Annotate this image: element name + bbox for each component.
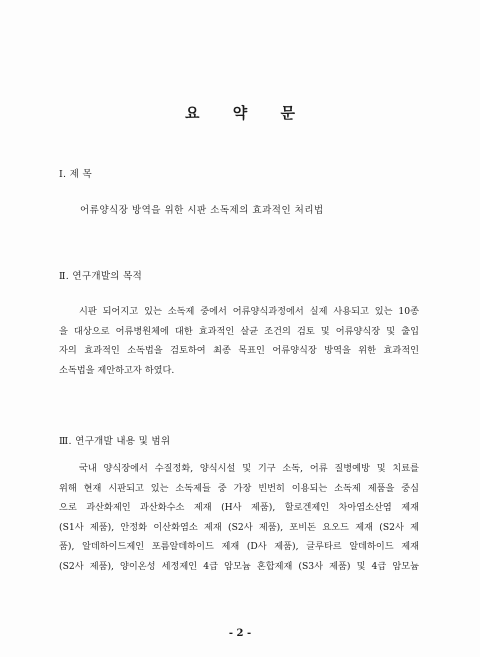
paragraph-line: 시판 되어지고 있는 소독제 중에서 어류양식과정에서 실제 사용되고 있는 10종 xyxy=(79,306,419,317)
paragraph-line: 소독법을 제안하고자 하였다. xyxy=(59,364,175,376)
paragraph-line: (S1사 제품), 안정화 이산화염소 제재 (S2사 제품), 포비돈 요오드 제재 (S2사 제 xyxy=(59,521,419,533)
paragraph-line: 으로 과산화제인 과산화수소 제재 (H사 제품), 할로겐제인 차아염소산염 제재 xyxy=(59,502,419,514)
scope-paragraph xyxy=(59,459,419,577)
research-title-text: 어류양식장 방역을 위한 시판 소독제의 효과적인 처리법 xyxy=(80,205,324,216)
section-heading-purpose: Ⅱ. 연구개발의 목적 xyxy=(59,271,143,282)
section-heading-title: Ⅰ. 제 목 xyxy=(59,169,92,180)
page-title: 요 약 문 xyxy=(185,104,309,122)
purpose-paragraph xyxy=(59,302,419,380)
paragraph-line: 위해 현재 시판되고 있는 소독제들 중 가장 빈번히 이용되는 소독제 제품을 중심 xyxy=(59,482,419,494)
paragraph-line: 을 대상으로 어류병원체에 대한 효과적인 살균 조건의 검토 및 어류양식장 및 출입 xyxy=(59,325,419,337)
paragraph-line: 품), 알데하이드제인 포름알데하이드 제재 (D사 제품), 글루타르 알데하이드 제재 xyxy=(59,541,419,553)
section-heading-scope: Ⅲ. 연구개발 내용 및 범위 xyxy=(59,436,171,447)
paragraph-line: 자의 효과적인 소독법을 검토하여 최종 목표인 어류양식장 방역을 위한 효과적인 xyxy=(59,345,419,357)
paragraph-line: 국내 양식장에서 수질정화, 양식시설 및 기구 소독, 어류 질병예방 및 치료를 xyxy=(79,463,419,474)
page-number: - 2 - xyxy=(228,628,252,639)
paragraph-line: (S2사 제품), 양이온성 세정제인 4급 암모늄 혼합제재 (S3사 제품) 및 4급 암모늄 xyxy=(59,560,419,572)
